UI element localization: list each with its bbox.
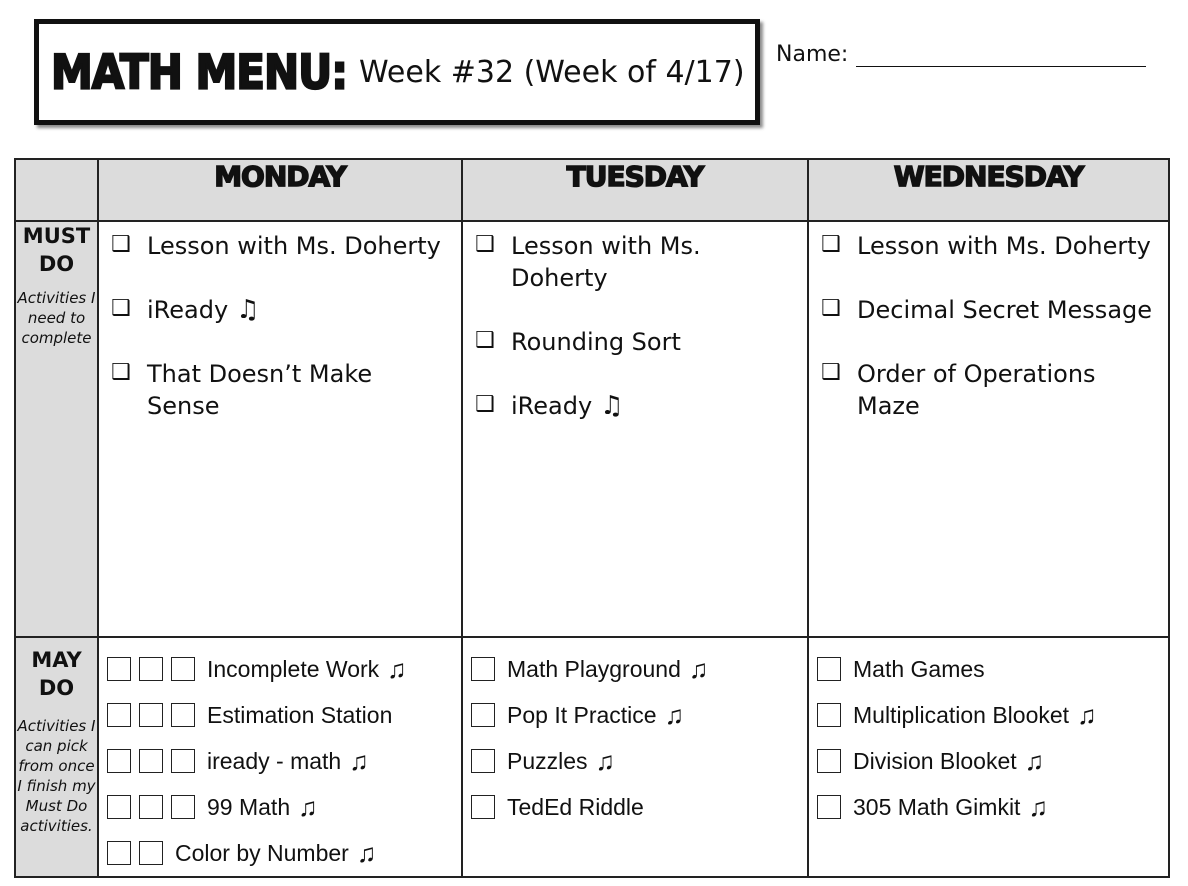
may-do-item-estimation-station[interactable]: [107, 692, 455, 738]
task-label: Order of Operations Maze: [857, 360, 1096, 420]
checkbox-icon[interactable]: ❑: [111, 296, 131, 321]
must-do-monday: [98, 221, 462, 637]
may-do-item-multiplication-blooket[interactable]: [817, 692, 1162, 738]
checkbox[interactable]: [139, 657, 163, 681]
may-do-label: Estimation Station: [207, 701, 393, 728]
checkbox-icon[interactable]: ❑: [111, 232, 131, 257]
checkbox[interactable]: [107, 749, 131, 773]
must-do-description: Activities I need to complete: [17, 289, 96, 347]
day-header-wednesday: WEDNESDAY: [808, 159, 1169, 221]
task-label: That Doesn’t Make Sense: [147, 360, 373, 420]
checkbox[interactable]: [471, 657, 495, 681]
checkbox-icon[interactable]: ❑: [821, 232, 841, 257]
may-do-title: MAY DO: [31, 648, 82, 700]
name-label: Name:: [776, 42, 849, 67]
may-do-item-pop-it-practice[interactable]: [471, 692, 801, 738]
checkbox[interactable]: [139, 841, 163, 865]
checkbox[interactable]: [139, 703, 163, 727]
must-do-task-lesson-with-ms-doherty[interactable]: [111, 230, 451, 262]
may-do-item-division-blooket[interactable]: [817, 738, 1162, 784]
task-label: Rounding Sort: [511, 328, 681, 356]
name-field[interactable]: [776, 42, 1146, 67]
checkbox-icon[interactable]: ❑: [821, 360, 841, 385]
may-do-description: Activities I can pick from once I finish my Must Do activities.: [17, 717, 96, 835]
checkbox-icon[interactable]: ❑: [475, 232, 495, 257]
music-note-icon: ♫: [387, 654, 407, 684]
checkbox[interactable]: [471, 749, 495, 773]
may-do-col-2: [462, 637, 808, 877]
must-do-tuesday: [462, 221, 808, 637]
music-note-icon: ♫: [298, 792, 318, 822]
must-do-title: MUST DO: [22, 224, 91, 276]
may-do-label: TedEd Riddle: [507, 793, 644, 820]
may-do-label: Math Playground: [507, 655, 681, 682]
checkbox[interactable]: [139, 749, 163, 773]
may-do-item-math-games[interactable]: [817, 646, 1162, 692]
checkbox[interactable]: [171, 795, 195, 819]
may-do-label-cell: [15, 637, 98, 877]
may-do-label: Incomplete Work: [207, 655, 380, 682]
checkbox[interactable]: [817, 795, 841, 819]
may-do-col-1: [98, 637, 462, 877]
title-box: [34, 19, 760, 125]
must-do-task-lesson-with-ms-doherty[interactable]: [821, 230, 1158, 262]
must-do-task-iready[interactable]: [475, 390, 797, 422]
may-do-label: iready - math: [207, 747, 342, 774]
music-note-icon: ♫: [236, 295, 260, 325]
checkbox[interactable]: [817, 749, 841, 773]
may-do-label: Color by Number: [175, 839, 349, 866]
may-do-label: Multiplication Blooket: [853, 701, 1070, 728]
music-note-icon: ♫: [1028, 792, 1048, 822]
task-label: Lesson with Ms. Doherty: [511, 232, 701, 292]
must-do-wednesday: [808, 221, 1169, 637]
checkbox-icon[interactable]: ❑: [821, 296, 841, 321]
checkbox[interactable]: [107, 795, 131, 819]
may-do-item-puzzles[interactable]: [471, 738, 801, 784]
must-do-task-that-doesn-t-make-sense[interactable]: [111, 358, 451, 422]
checkbox[interactable]: [171, 657, 195, 681]
must-do-task-lesson-with-ms-doherty[interactable]: [475, 230, 797, 294]
music-note-icon: ♫: [688, 654, 709, 684]
music-note-icon: ♫: [1024, 746, 1045, 776]
may-do-label: 99 Math: [207, 793, 291, 820]
day-header-tuesday: TUESDAY: [462, 159, 808, 221]
must-do-task-rounding-sort[interactable]: [475, 326, 797, 358]
checkbox[interactable]: [107, 841, 131, 865]
checkbox-icon[interactable]: ❑: [475, 328, 495, 353]
corner-cell: [15, 159, 98, 221]
checkbox[interactable]: [817, 703, 841, 727]
may-do-col-3: [808, 637, 1169, 877]
music-note-icon: ♫: [664, 700, 685, 730]
checkbox[interactable]: [107, 703, 131, 727]
checkbox[interactable]: [171, 703, 195, 727]
music-note-icon: ♫: [1077, 700, 1097, 730]
menu-table: [14, 158, 1170, 878]
checkbox[interactable]: [471, 703, 495, 727]
may-do-label: Puzzles: [507, 747, 588, 774]
may-do-label: Pop It Practice: [507, 701, 657, 728]
name-blank-line[interactable]: [856, 44, 1146, 67]
page-subtitle: Week #32 (Week of 4/17): [359, 54, 745, 90]
task-label: iReady: [147, 296, 229, 324]
may-do-label: Math Games: [853, 655, 985, 682]
music-note-icon: ♫: [595, 746, 616, 776]
must-do-task-decimal-secret-message[interactable]: [821, 294, 1158, 326]
may-do-item-color-by-number[interactable]: [107, 830, 455, 876]
may-do-label: Division Blooket: [853, 747, 1017, 774]
may-do-item-teded-riddle[interactable]: [471, 784, 801, 830]
checkbox-icon[interactable]: ❑: [111, 360, 131, 385]
task-label: Lesson with Ms. Doherty: [147, 232, 441, 260]
may-do-item-99-math[interactable]: [107, 784, 455, 830]
checkbox-icon[interactable]: ❑: [475, 392, 495, 417]
must-do-task-iready[interactable]: [111, 294, 451, 326]
checkbox[interactable]: [471, 795, 495, 819]
may-do-item-math-playground[interactable]: [471, 646, 801, 692]
task-label: iReady: [511, 392, 593, 420]
day-header-monday: MONDAY: [98, 159, 462, 221]
music-note-icon: ♫: [356, 838, 377, 868]
music-note-icon: ♫: [600, 391, 624, 421]
task-label: Lesson with Ms. Doherty: [857, 232, 1151, 260]
page-title: MATH MENU:: [51, 44, 347, 100]
checkbox[interactable]: [139, 795, 163, 819]
may-do-label: 305 Math Gimkit: [853, 793, 1021, 820]
music-note-icon: ♫: [349, 746, 369, 776]
must-do-label-cell: [15, 221, 98, 637]
task-label: Decimal Secret Message: [857, 296, 1153, 324]
may-do-item-305-math-gimkit[interactable]: [817, 784, 1162, 830]
may-do-item-incomplete-work[interactable]: [107, 646, 455, 692]
may-do-item-iready-math[interactable]: [107, 738, 455, 784]
checkbox[interactable]: [171, 749, 195, 773]
checkbox[interactable]: [817, 657, 841, 681]
checkbox[interactable]: [107, 657, 131, 681]
must-do-task-order-of-operations-maze[interactable]: [821, 358, 1158, 422]
